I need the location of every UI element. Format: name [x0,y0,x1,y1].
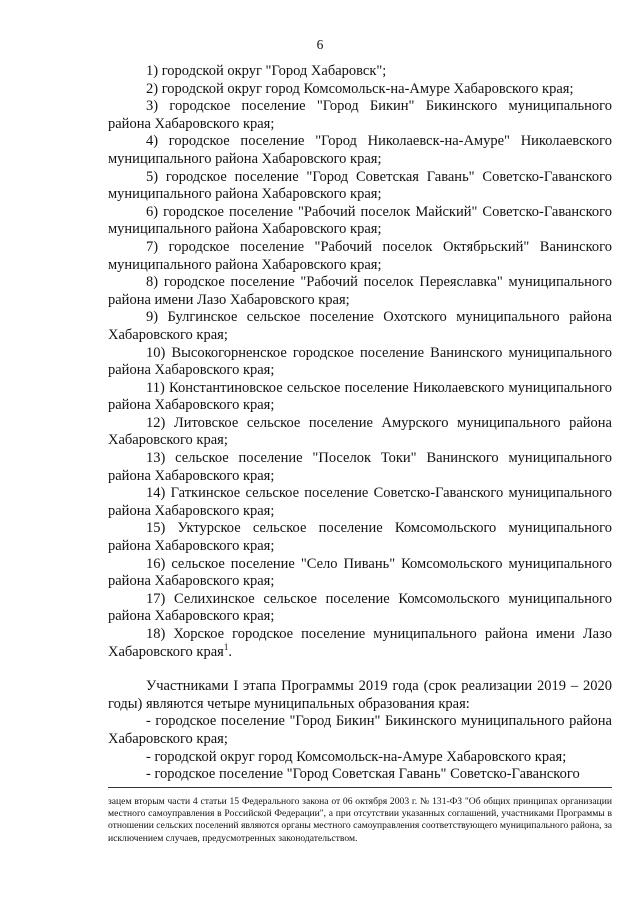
list-item-18-end: . [228,643,232,660]
page-number: 6 [316,37,324,52]
footnote-divider [108,787,612,788]
list-item: 2) городской округ город Комсомольск-на-Амуре Хабаровского края; [146,80,574,97]
list-item: 15) Уктурское сельское поселение Комсомольского муниципального района Хабаровского края; [108,520,612,555]
list-item: 17) Селихинское сельское поселение Комсомольского муниципального района Хабаровского края; [108,590,612,625]
participant-item: - городское поселение "Город Советская Гавань" Советско-Гаванского [146,766,580,783]
participant-item: - городской округ город Комсомольск-на-Амуре Хабаровского края; [146,748,567,765]
list-item: 10) Высокогорненское городское поселение Ванинского муниципального района Хабаровского края; [108,344,612,379]
list-item: 13) сельское поселение "Поселок Токи" Ванинского муниципального района Хабаровского края; [108,450,612,484]
list-item: 12) Литовское сельское поселение Амурского муниципального района Хабаровского края; [108,414,612,449]
list-item: 14) Гаткинское сельское поселение Советско-Гаванского муниципального района Хабаровского края; [108,485,612,519]
footnote-text: зацем вторым части 4 статьи 15 Федерального закона от 06 октября 2003 г. № 131-ФЗ "Об общих принципах организации местного самоуправления в Российской Федерации", а при отсутствии указанных соглашений, участниками Программы в отношении сельских поселений являются органы местного самоуправления соответствующего муниципального района, за исключением случаев, предусмотренных законодательством. [108,796,612,844]
footnote-marker: 1 [223,641,229,652]
list-item: 16) сельское поселение "Село Пивань" Комсомольского муниципального района Хабаровского края; [108,555,612,590]
list-item-18 [108,626,612,661]
participants-intro: Участниками I этапа Программы 2019 года (срок реализации 2019 – 2020 годы) являются четыре муниципальных образования края: [108,678,612,712]
list-item: 8) городское поселение "Рабочий поселок Переяславка" муниципального района имени Лазо Хабаровского края; [108,274,612,308]
list-item: 11) Константиновское сельское поселение Николаевского муниципального района Хабаровского края; [108,379,612,414]
list-item: 5) городское поселение "Город Советская Гавань" Советско-Гаванского муниципального района Хабаровского края; [108,168,612,203]
list-item: 3) городское поселение "Город Бикин" Бикинского муниципального района Хабаровского края; [108,98,612,132]
list-item: 9) Булгинское сельское поселение Охотского муниципального района Хабаровского края; [108,309,612,343]
list-item: 6) городское поселение "Рабочий поселок Майский" Советско-Гаванского муниципального района Хабаровского края; [108,203,612,238]
list-item: 4) городское поселение "Город Николаевск-на-Амуре" Николаевского муниципального района Хабаровского края; [108,133,612,167]
list-item: 7) городское поселение "Рабочий поселок Октябрьский" Ванинского муниципального района Хабаровского края; [108,238,612,273]
list-item-18-text: 18) Хорское городское поселение муниципального района имени Лазо Хабаровского края [108,626,612,660]
list-item: 1) городской округ "Город Хабаровск"; [146,63,387,79]
participant-item: - городское поселение "Город Бикин" Бикинского муниципального района Хабаровского края; [108,713,612,747]
document-body [108,63,612,784]
